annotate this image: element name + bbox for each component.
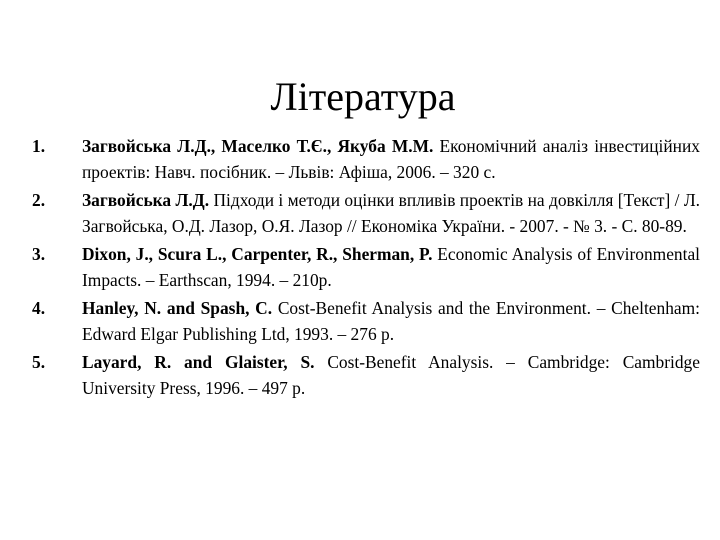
reference-number: 4. [32,298,46,318]
reference-number: 2. [32,190,46,210]
reference-description: Підходи і методи оцінки впливів проектів на довкілля [Текст] / Л. Загвойська, О.Д. Лазор, О.Я. Лазор // Економіка України. - 2007. - № 3. - С. 80-89. [82,190,701,236]
reference-list [32,134,700,404]
reference-item [32,134,700,185]
reference-item [32,242,700,293]
reference-text [82,188,700,239]
reference-authors: Layard, R. and Glaister, S. [82,352,315,372]
reference-number: 3. [32,244,46,264]
reference-item [32,188,700,239]
reference-authors: Загвойська Л.Д. [82,190,210,210]
slide-title: Література [270,74,456,119]
reference-description: Cost-Benefit Analysis. – Cambridge: Cambridge University Press, 1996. – 497 p. [82,352,700,398]
reference-item [32,350,700,401]
reference-authors: Dixon, J., Scura L., Carpenter, R., Sherman, P. [82,244,433,264]
reference-authors: Загвойська Л.Д., Маселко Т.Є., Якуба М.М. [82,136,434,156]
reference-description: Economic Analysis of Environmental Impacts. – Earthscan, 1994. – 210p. [82,244,700,290]
reference-number: 1. [32,136,46,156]
reference-description: Cost-Benefit Analysis and the Environment. – Cheltenham: Edward Elgar Publishing Ltd, 1993. – 276 p. [82,298,700,344]
reference-text [82,134,700,185]
reference-text [82,350,700,401]
reference-authors: Hanley, N. and Spash, C. [82,298,273,318]
reference-item [32,296,700,347]
reference-description: Економічний аналіз інвестиційних проектів: Навч. посібник. – Львів: Афіша, 2006. – 320 с. [82,136,700,182]
reference-text [82,242,700,293]
reference-text [82,296,700,347]
reference-number: 5. [32,352,46,372]
